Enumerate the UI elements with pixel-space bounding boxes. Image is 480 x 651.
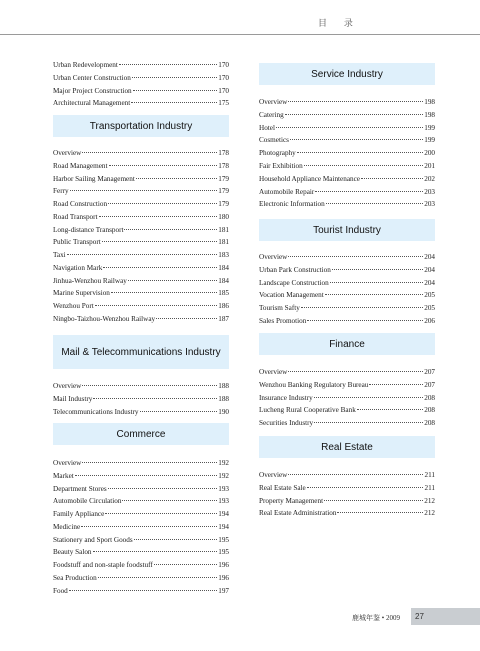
toc-entry-title: Ferry <box>53 187 69 196</box>
toc-entry-finance[interactable] <box>259 367 435 378</box>
toc-entry-title: Market <box>53 471 74 480</box>
toc-entry-title: Urban Center Construction <box>53 73 131 82</box>
section-heading-label: Transportation Industry <box>89 120 193 132</box>
toc-dot-leader <box>156 318 217 319</box>
toc-entry-page: 198 <box>424 110 435 119</box>
toc-entry-page: 207 <box>424 368 435 376</box>
toc-entry-page: 211 <box>424 483 435 492</box>
toc-entry-service-industry[interactable] <box>259 148 435 159</box>
toc-entry-service-industry[interactable] <box>259 110 435 121</box>
section-heading-mail-and-telecommunications-industry <box>53 335 229 369</box>
toc-dot-leader <box>93 551 218 552</box>
toc-dot-leader <box>105 513 217 514</box>
toc-entry-urban[interactable] <box>53 73 229 84</box>
toc-entry-page: 186 <box>218 302 229 310</box>
toc-dot-leader <box>93 398 217 399</box>
toc-entry-title: Foodstuff and non-staple foodstuff <box>53 561 153 569</box>
toc-entry-title: Cosmetics <box>259 136 289 145</box>
toc-entry-page: 196 <box>218 561 229 569</box>
toc-entry-commerce[interactable] <box>53 573 229 584</box>
toc-entry-title: Automobile Repair <box>259 187 315 196</box>
toc-entry-title: Telecommunications Industry <box>53 407 139 416</box>
toc-dot-leader <box>301 307 423 308</box>
toc-entry-finance[interactable] <box>259 418 435 429</box>
toc-entry-transportation-industry[interactable] <box>53 263 229 274</box>
toc-entry-title: Food <box>53 586 68 595</box>
toc-entry-commerce[interactable] <box>53 496 229 507</box>
toc-entry-title: Fair Exhibition <box>259 162 303 170</box>
toc-dot-leader <box>337 512 423 513</box>
toc-dot-leader <box>75 475 217 476</box>
toc-entry-title: Wenzhou Port <box>53 302 94 310</box>
toc-entry-title: Property Management <box>259 496 324 505</box>
toc-dot-leader <box>81 526 217 527</box>
toc-entry-tourist-industry[interactable] <box>259 303 435 314</box>
toc-entry-title: Overview <box>259 471 288 479</box>
toc-entry-commerce[interactable] <box>53 471 229 482</box>
footer-page-number: 27 <box>411 608 480 625</box>
toc-entry-page: 205 <box>424 291 435 300</box>
toc-dot-leader <box>357 409 423 410</box>
toc-entry-title: Electronic Information <box>259 200 325 209</box>
toc-dot-leader <box>128 280 217 281</box>
toc-dot-leader <box>324 500 423 501</box>
toc-dot-leader <box>332 269 423 270</box>
toc-dot-leader <box>111 292 217 293</box>
section-heading-tourist-industry <box>259 219 435 241</box>
section-heading-real-estate <box>259 436 435 458</box>
toc-entry-title: Overview <box>259 368 288 376</box>
toc-dot-leader <box>108 203 217 204</box>
toc-entry-page: 194 <box>218 510 229 518</box>
toc-dot-leader <box>95 305 217 306</box>
toc-dot-leader <box>122 500 217 501</box>
toc-entry-service-industry[interactable] <box>259 97 435 108</box>
toc-entry-page: 211 <box>424 471 435 479</box>
toc-entry-page: 208 <box>424 419 435 428</box>
toc-entry-page: 187 <box>218 314 229 323</box>
toc-dot-leader <box>134 539 218 540</box>
toc-entry-title: Catering <box>259 110 284 119</box>
toc-entry-page: 183 <box>218 251 229 259</box>
toc-entry-title: Navigation Mark <box>53 263 103 272</box>
toc-dot-leader <box>99 216 218 217</box>
section-heading-label: Finance <box>329 338 365 350</box>
toc-dot-leader <box>98 577 218 578</box>
toc-entry-page: 207 <box>424 380 435 389</box>
toc-entry-transportation-industry[interactable] <box>53 250 229 261</box>
toc-entry-mail-and-telecommunications-industry[interactable] <box>53 407 229 418</box>
toc-dot-leader <box>276 127 423 128</box>
section-heading-label: Real Estate <box>321 441 373 453</box>
toc-entry-service-industry[interactable] <box>259 161 435 172</box>
toc-entry-title: Department Stores <box>53 484 107 493</box>
page-header-title: 目 录 <box>318 19 360 29</box>
toc-dot-leader <box>82 462 217 463</box>
toc-entry-page: 178 <box>218 161 229 170</box>
toc-entry-title: Jinhua-Wenzhou Railway <box>53 276 127 285</box>
toc-dot-leader <box>285 114 423 115</box>
toc-entry-title: Long-distance Transport <box>53 225 124 234</box>
toc-dot-leader <box>314 397 424 398</box>
toc-entry-page: 204 <box>424 278 435 287</box>
toc-entry-title: Hotel <box>259 123 275 132</box>
toc-entry-page: 188 <box>218 394 229 403</box>
toc-entry-transportation-industry[interactable] <box>53 288 229 299</box>
toc-entry-urban[interactable] <box>53 86 229 97</box>
header-rule <box>0 34 480 35</box>
toc-entry-tourist-industry[interactable] <box>259 290 435 301</box>
toc-entry-title: Urban Redevelopment <box>53 61 118 69</box>
toc-entry-title: Overview <box>53 149 82 157</box>
toc-entry-finance[interactable] <box>259 405 435 416</box>
toc-dot-leader <box>103 267 217 268</box>
toc-entry-page: 192 <box>218 471 229 480</box>
toc-entry-title: Family Appliance <box>53 510 105 518</box>
toc-dot-leader <box>290 139 423 140</box>
toc-entry-page: 179 <box>218 187 229 196</box>
toc-dot-leader <box>69 590 217 591</box>
toc-entry-page: 204 <box>424 253 435 261</box>
toc-entry-title: Overview <box>259 98 288 106</box>
toc-entry-title: Lucheng Rural Cooperative Bank <box>259 406 356 415</box>
toc-entry-title: Household Appliance Maintenance <box>259 174 360 183</box>
toc-entry-title: Taxi <box>53 251 66 259</box>
toc-entry-page: 203 <box>424 200 435 209</box>
toc-entry-page: 181 <box>218 225 229 234</box>
toc-entry-page: 190 <box>218 407 229 416</box>
toc-entry-title: Harbor Sailing Management <box>53 174 135 183</box>
toc-dot-leader <box>132 77 217 78</box>
toc-dot-leader <box>288 101 423 102</box>
toc-entry-title: Overview <box>53 459 82 467</box>
section-heading-label: Tourist Industry <box>313 224 381 236</box>
toc-entry-finance[interactable] <box>259 380 435 391</box>
toc-entry-commerce[interactable] <box>53 522 229 533</box>
toc-entry-page: 201 <box>424 162 435 170</box>
toc-entry-service-industry[interactable] <box>259 135 435 146</box>
section-heading-label: Service Industry <box>311 68 383 80</box>
toc-entry-title: Overview <box>53 382 82 390</box>
toc-dot-leader <box>288 371 423 372</box>
toc-entry-urban[interactable] <box>53 60 229 71</box>
toc-entry-page: 198 <box>424 98 435 106</box>
toc-entry-service-industry[interactable] <box>259 187 435 198</box>
toc-entry-title: Photography <box>259 149 296 158</box>
toc-entry-title: Road Transport <box>53 212 98 221</box>
toc-entry-page: 208 <box>424 393 435 402</box>
toc-entry-title: Marine Supervision <box>53 289 110 298</box>
toc-entry-commerce[interactable] <box>53 484 229 495</box>
toc-entry-page: 185 <box>218 289 229 298</box>
toc-dot-leader <box>82 385 217 386</box>
toc-entry-page: 184 <box>218 263 229 272</box>
toc-entry-title: Mail Industry <box>53 394 93 403</box>
section-heading-commerce <box>53 423 229 445</box>
toc-dot-leader <box>133 90 218 91</box>
toc-entry-title: Beauty Salon <box>53 548 92 557</box>
toc-entry-title: Vocation Management <box>259 291 324 300</box>
toc-entry-transportation-industry[interactable] <box>53 161 229 172</box>
toc-entry-title: Real Estate Sale <box>259 483 306 492</box>
toc-entry-commerce[interactable] <box>53 586 229 597</box>
toc-entry-finance[interactable] <box>259 393 435 404</box>
toc-entry-page: 196 <box>218 573 229 582</box>
toc-entry-page: 197 <box>218 586 229 595</box>
toc-dot-leader <box>119 64 217 65</box>
toc-entry-title: Stationery and Sport Goods <box>53 535 133 544</box>
toc-dot-leader <box>70 190 218 191</box>
toc-entry-title: Sales Promotion <box>259 317 307 325</box>
toc-entry-page: 181 <box>218 238 229 247</box>
toc-entry-page: 204 <box>424 265 435 274</box>
toc-entry-transportation-industry[interactable] <box>53 301 229 312</box>
toc-entry-transportation-industry[interactable] <box>53 276 229 287</box>
toc-entry-mail-and-telecommunications-industry[interactable] <box>53 381 229 392</box>
toc-entry-mail-and-telecommunications-industry[interactable] <box>53 394 229 405</box>
toc-entry-title: Urban Park Construction <box>259 265 331 274</box>
toc-entry-tourist-industry[interactable] <box>259 265 435 276</box>
toc-dot-leader <box>326 203 424 204</box>
toc-entry-transportation-industry[interactable] <box>53 199 229 210</box>
toc-dot-leader <box>108 488 218 489</box>
toc-entry-title: Major Project Construction <box>53 86 132 95</box>
toc-dot-leader <box>325 294 423 295</box>
toc-entry-real-estate[interactable] <box>259 496 435 507</box>
toc-entry-page: 208 <box>424 406 435 415</box>
toc-entry-page: 170 <box>218 86 229 95</box>
toc-entry-commerce[interactable] <box>53 509 229 520</box>
toc-entry-title: Overview <box>259 253 288 261</box>
toc-dot-leader <box>307 320 423 321</box>
toc-entry-page: 179 <box>218 174 229 183</box>
toc-entry-title: Road Management <box>53 161 108 170</box>
toc-entry-title: Landscape Construction <box>259 278 329 287</box>
toc-entry-urban[interactable] <box>53 98 229 109</box>
toc-dot-leader <box>288 474 423 475</box>
toc-entry-title: Insurance Industry <box>259 393 313 402</box>
toc-entry-tourist-industry[interactable] <box>259 278 435 289</box>
toc-entry-title: Real Estate Administration <box>259 509 337 518</box>
toc-entry-page: 212 <box>424 509 435 518</box>
toc-entry-page: 192 <box>218 459 229 467</box>
toc-entry-title: Ningbo-Taizhou-Wenzhou Railway <box>53 314 156 323</box>
toc-entry-title: Securities Industry <box>259 419 314 428</box>
toc-entry-page: 193 <box>218 484 229 493</box>
toc-entry-page: 194 <box>218 522 229 531</box>
toc-entry-page: 195 <box>218 535 229 544</box>
toc-entry-title: Road Construction <box>53 200 108 208</box>
section-heading-service-industry <box>259 63 435 85</box>
toc-dot-leader <box>131 102 217 103</box>
toc-entry-transportation-industry[interactable] <box>53 225 229 236</box>
toc-entry-commerce[interactable] <box>53 547 229 558</box>
toc-entry-page: 195 <box>218 548 229 557</box>
toc-dot-leader <box>297 152 423 153</box>
toc-dot-leader <box>314 422 423 423</box>
section-heading-finance <box>259 333 435 355</box>
toc-entry-title: Wenzhou Banking Regulatory Bureau <box>259 380 369 389</box>
toc-entry-page: 193 <box>218 497 229 506</box>
toc-entry-tourist-industry[interactable] <box>259 316 435 327</box>
toc-entry-page: 188 <box>218 382 229 390</box>
toc-dot-leader <box>67 254 218 255</box>
toc-dot-leader <box>109 165 218 166</box>
toc-entry-title: Architectural Management <box>53 99 131 108</box>
toc-entry-commerce[interactable] <box>53 560 229 571</box>
toc-entry-page: 205 <box>424 304 435 313</box>
toc-entry-title: Public Transport <box>53 238 101 247</box>
toc-entry-page: 179 <box>218 200 229 208</box>
toc-entry-transportation-industry[interactable] <box>53 174 229 185</box>
toc-entry-page: 175 <box>218 99 229 108</box>
toc-entry-real-estate[interactable] <box>259 483 435 494</box>
toc-entry-transportation-industry[interactable] <box>53 148 229 159</box>
toc-dot-leader <box>288 256 423 257</box>
toc-dot-leader <box>124 229 217 230</box>
footer-source: 鹿城年鉴 • 2009 <box>352 614 400 622</box>
toc-entry-commerce[interactable] <box>53 535 229 546</box>
toc-dot-leader <box>307 487 424 488</box>
toc-entry-real-estate[interactable] <box>259 508 435 519</box>
toc-entry-page: 170 <box>218 73 229 82</box>
toc-entry-commerce[interactable] <box>53 458 229 469</box>
toc-entry-page: 206 <box>424 317 435 325</box>
toc-entry-page: 178 <box>218 149 229 157</box>
toc-dot-leader <box>154 564 217 565</box>
toc-entry-service-industry[interactable] <box>259 199 435 210</box>
section-heading-transportation-industry <box>53 115 229 137</box>
toc-entry-service-industry[interactable] <box>259 123 435 134</box>
toc-dot-leader <box>361 178 423 179</box>
toc-entry-transportation-industry[interactable] <box>53 212 229 223</box>
toc-entry-page: 199 <box>424 136 435 145</box>
toc-dot-leader <box>82 152 217 153</box>
toc-dot-leader <box>140 411 218 412</box>
toc-entry-page: 184 <box>218 276 229 285</box>
toc-entry-transportation-industry[interactable] <box>53 314 229 325</box>
section-heading-label: Commerce <box>116 428 166 440</box>
toc-entry-page: 199 <box>424 123 435 132</box>
toc-entry-real-estate[interactable] <box>259 470 435 481</box>
toc-entry-tourist-industry[interactable] <box>259 252 435 263</box>
toc-entry-title: Tourism Safty <box>259 304 300 313</box>
toc-dot-leader <box>304 165 423 166</box>
toc-dot-leader <box>136 178 217 179</box>
toc-entry-page: 200 <box>424 149 435 158</box>
toc-dot-leader <box>330 282 424 283</box>
toc-dot-leader <box>315 191 423 192</box>
toc-entry-page: 170 <box>218 61 229 69</box>
toc-entry-transportation-industry[interactable] <box>53 237 229 248</box>
toc-entry-page: 212 <box>424 496 435 505</box>
toc-entry-title: Sea Production <box>53 573 97 582</box>
toc-entry-page: 203 <box>424 187 435 196</box>
toc-entry-title: Automobile Circulation <box>53 497 122 506</box>
toc-entry-service-industry[interactable] <box>259 174 435 185</box>
toc-dot-leader <box>102 241 217 242</box>
section-heading-label: Mail & Telecommunications Industry <box>61 346 221 358</box>
toc-entry-transportation-industry[interactable] <box>53 186 229 197</box>
toc-dot-leader <box>369 384 423 385</box>
toc-entry-page: 202 <box>424 174 435 183</box>
toc-entry-title: Medicine <box>53 522 81 531</box>
toc-entry-page: 180 <box>218 212 229 221</box>
